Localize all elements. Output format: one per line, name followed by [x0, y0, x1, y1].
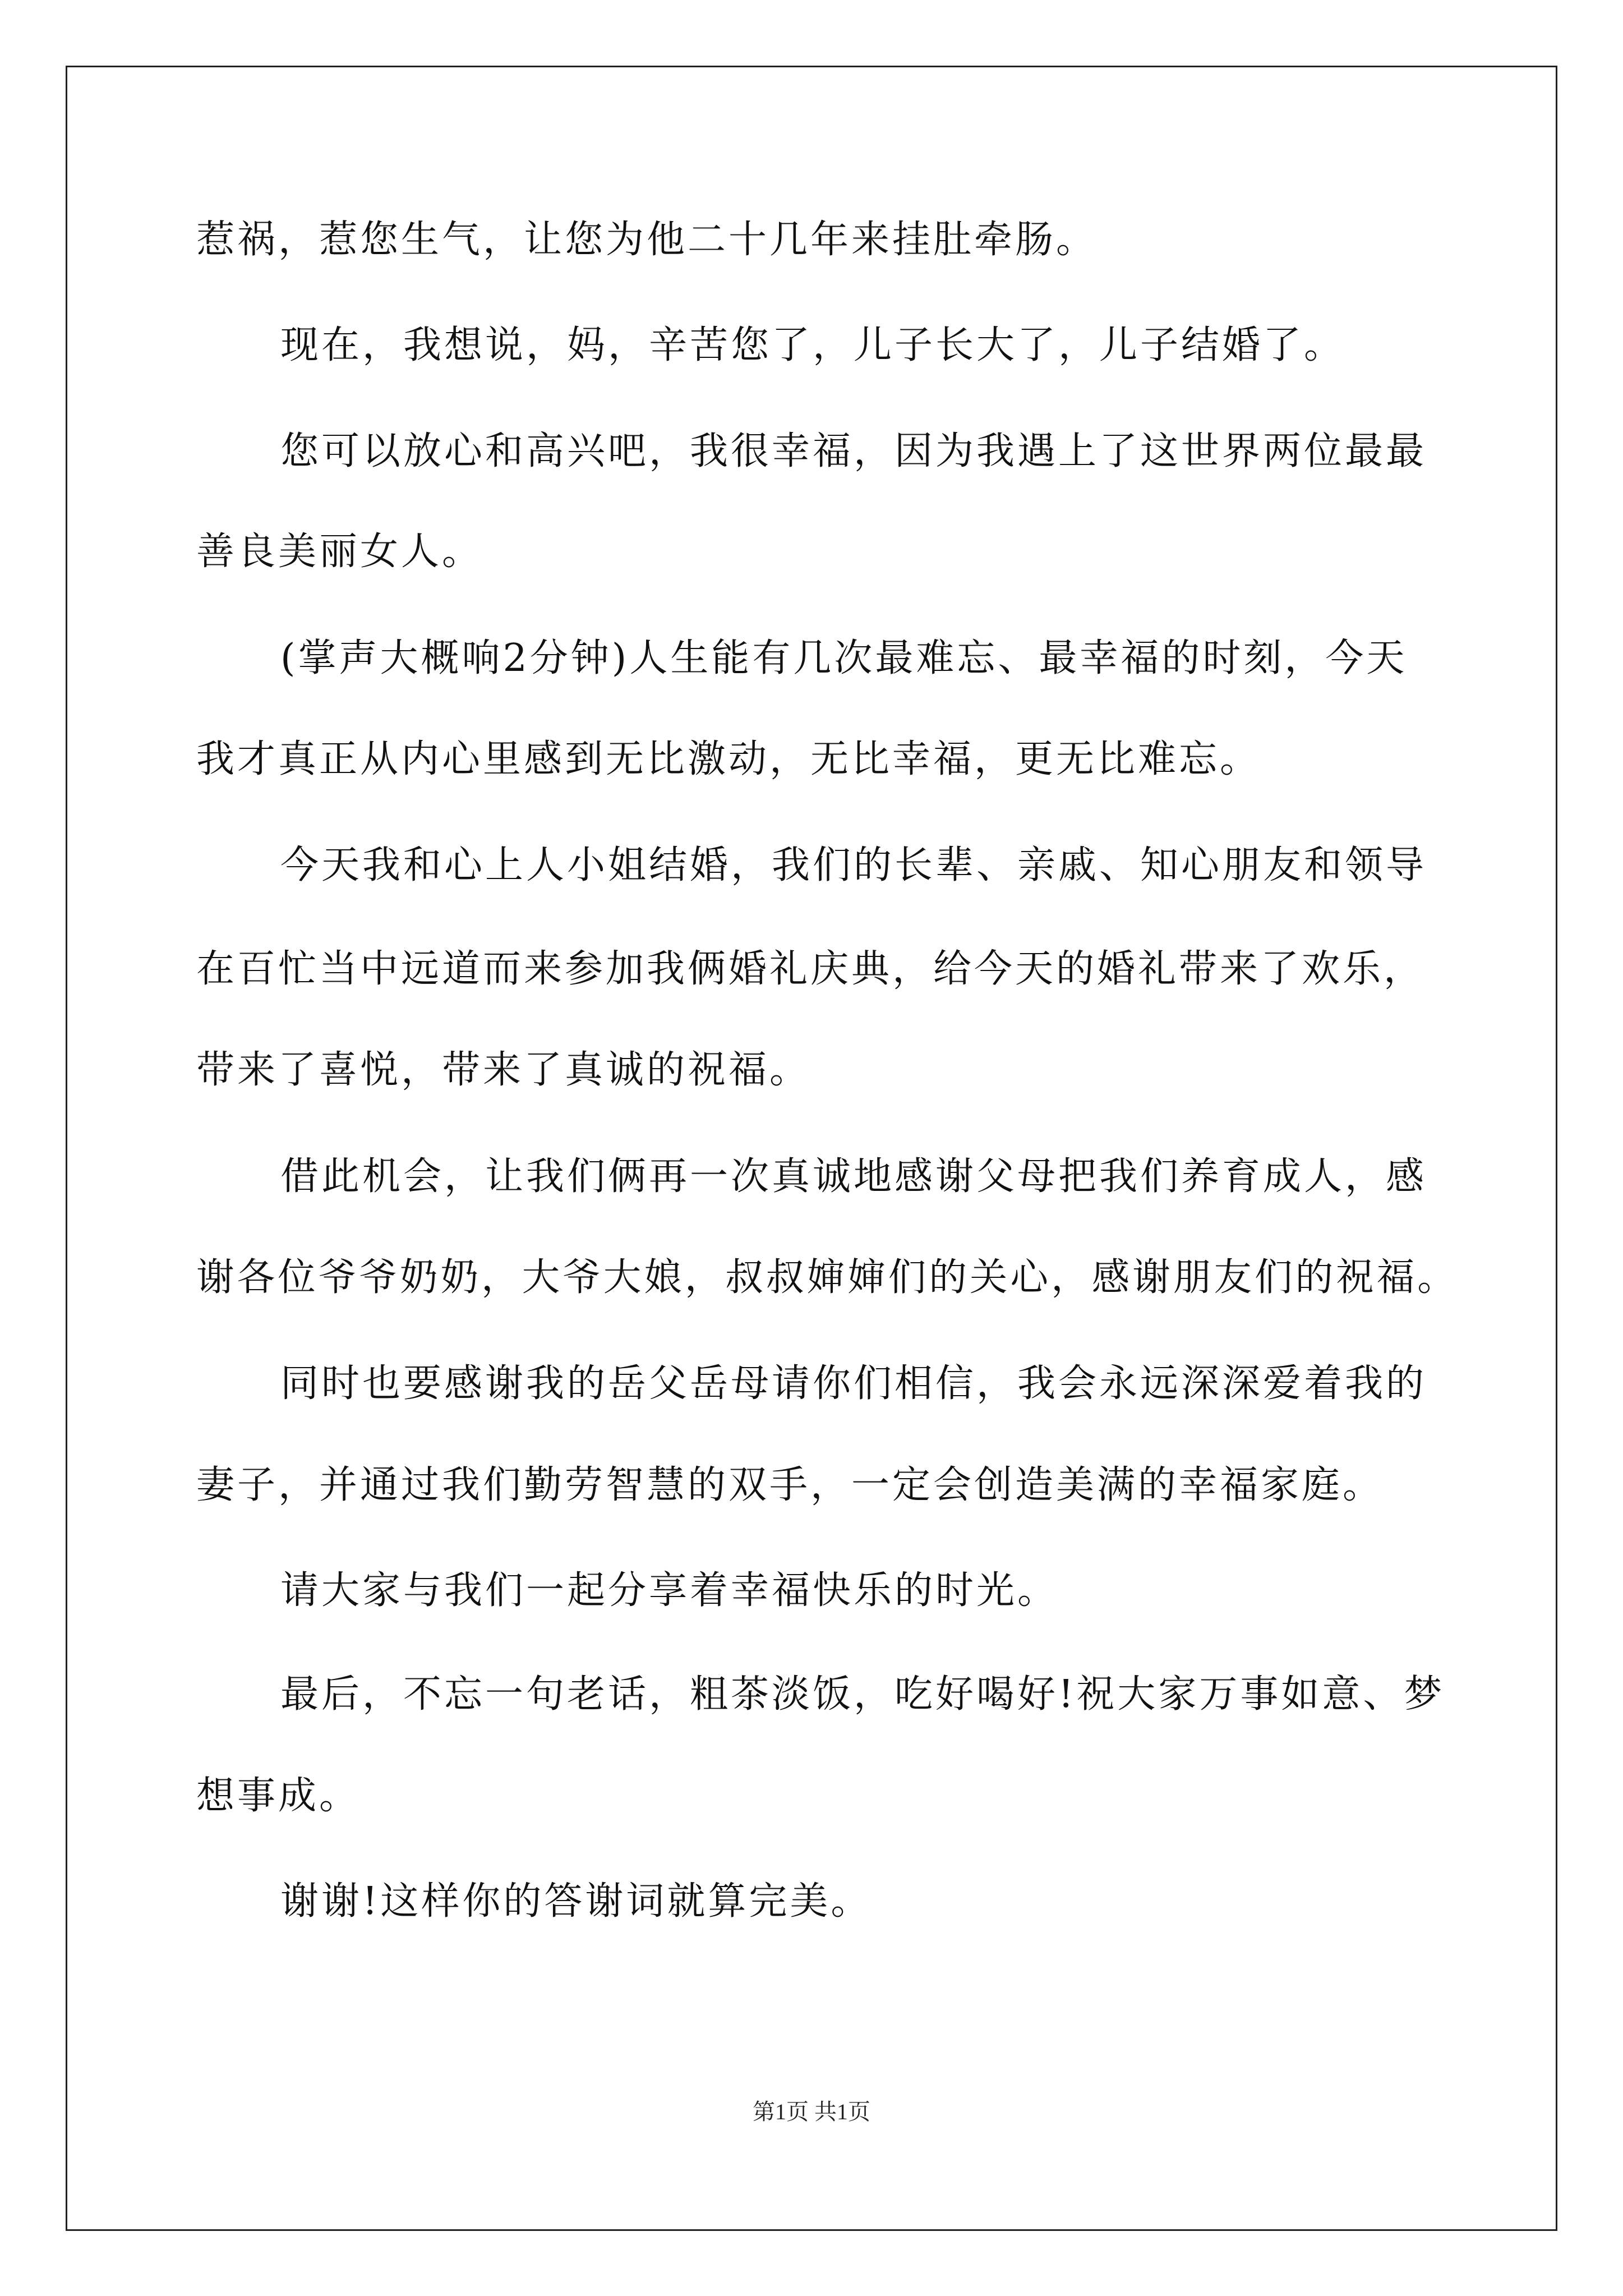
text-line-5: (掌声大概响2分钟)人生能有几次最难忘、最幸福的时刻，今天	[280, 636, 1408, 680]
text-line-16: 想事成。	[196, 1774, 361, 1818]
text-line-3: 您可以放心和高兴吧，我很幸福，因为我遇上了这世界两位最最	[280, 429, 1427, 473]
text-line-14: 请大家与我们一起分享着幸福快乐的时光。	[280, 1568, 1059, 1613]
text-line-15: 最后，不忘一句老话，粗茶淡饭，吃好喝好!祝大家万事如意、梦	[280, 1672, 1445, 1717]
text-line-6: 我才真正从内心里感到无比激动，无比幸福，更无比难忘。	[196, 737, 1261, 781]
text-line-1: 惹祸，惹您生气，让您为他二十几年来挂肚牵肠。	[196, 218, 1098, 262]
text-line-8: 在百忙当中远道而来参加我俩婚礼庆典，给今天的婚礼带来了欢乐，	[196, 947, 1425, 991]
text-line-10: 借此机会，让我们俩再一次真诚地感谢父母把我们养育成人，感	[280, 1154, 1427, 1199]
text-line-13: 妻子，并通过我们勤劳智慧的双手，一定会创造美满的幸福家庭。	[196, 1463, 1384, 1507]
text-line-4: 善良美丽女人。	[196, 530, 483, 574]
text-line-11: 谢各位爷爷奶奶，大爷大娘，叔叔婶婶们的关心，感谢朋友们的祝福。	[196, 1255, 1458, 1300]
text-line-12: 同时也要感谢我的岳父岳母请你们相信，我会永远深深爱着我的	[280, 1361, 1427, 1406]
page-footer: 第1页 共1页	[753, 2099, 870, 2124]
text-line-2: 现在，我想说，妈，辛苦您了，儿子长大了，儿子结婚了。	[280, 323, 1345, 367]
text-line-7: 今天我和心上人小姐结婚，我们的长辈、亲戚、知心朋友和领导	[280, 843, 1427, 887]
text-line-9: 带来了喜悦，带来了真诚的祝福。	[196, 1048, 811, 1092]
text-line-17: 谢谢!这样你的答谢词就算完美。	[280, 1879, 872, 1924]
